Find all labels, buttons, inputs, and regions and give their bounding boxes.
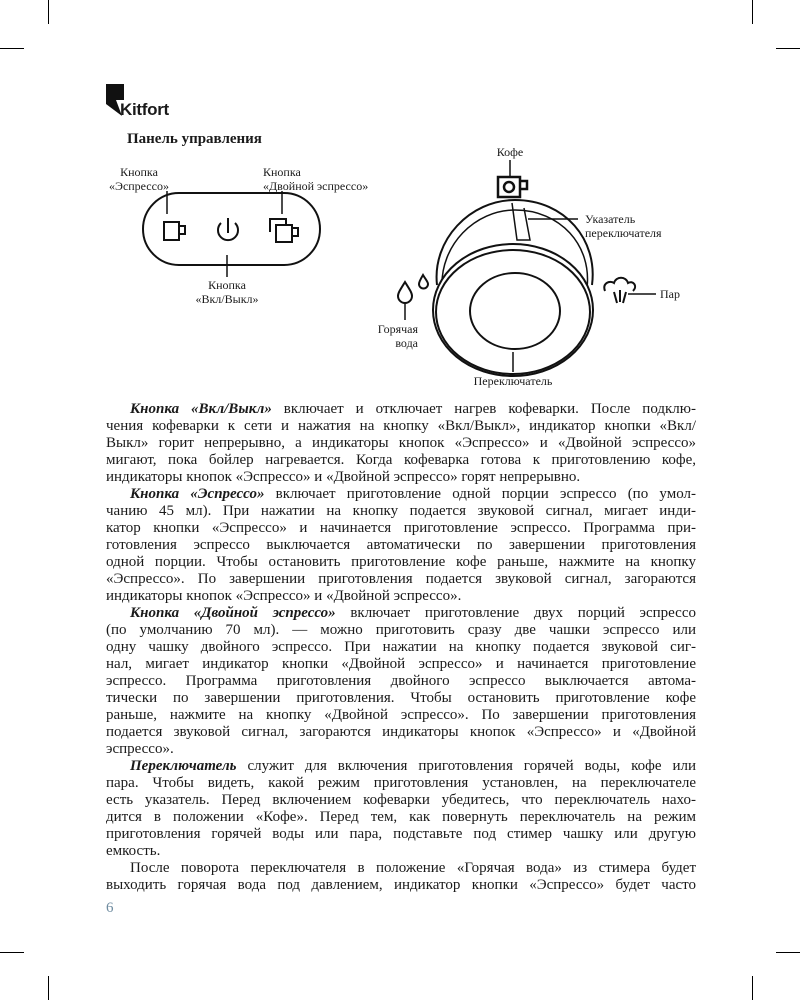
line-text: нал, мигает индикатор кнопки «Двойной эспрессо» и начинается приготовление [106,656,696,672]
switch-dial [433,200,593,376]
text-line [106,520,696,537]
section-title: Панель управления [127,131,262,147]
line-text: есть указатель. Перед включением кофеварки убедитесь, что переключатель нахо- [106,792,696,808]
steam-icon [604,278,635,303]
term-lead: Переключатель [130,758,237,774]
text-line [106,792,696,809]
espresso-cup-icon [164,222,185,240]
text-line [106,826,696,843]
line-text: приготовления горячей воды или пара, подставьте под стимер чашку или другую [106,826,696,842]
text-line [106,435,696,452]
label-line: Кнопка [208,278,246,292]
label-line: Кнопка [263,165,301,179]
term-lead: Кнопка «Эспрессо» [130,486,265,502]
text-line [106,639,696,656]
label-line: «Двойной эспрессо» [263,179,369,193]
power-icon [218,218,238,240]
line-text: мигают, пока бойлер нагревается. Когда кофеварка готова к приготовлению кофе, [106,452,696,468]
text-line [106,775,696,792]
line-text: емкость. [106,843,161,859]
line-text: одной порции. Чтобы остановить приготовление кофе раньше, нажмите на кнопку [106,554,696,570]
text-line [106,418,696,435]
label-pointer [585,212,662,240]
line-text: «Эспрессо». По завершении приготовления подается звуковой сигнал, загораются [106,571,696,587]
double-cup-icon [270,219,298,242]
body-text [106,401,696,894]
line-text: катор кнопки «Эспрессо» и начинается приготовление эспрессо. Программа при- [106,520,696,536]
text-line [106,724,696,741]
line-text: эспрессо. Программа приготовления двойного эспрессо выключается автома- [106,673,696,689]
text-line [106,401,696,418]
label-line: Указатель [585,212,636,226]
text-line [106,554,696,571]
term-lead: Кнопка «Вкл/Выкл» [130,401,272,417]
label-line: Кнопка [120,165,158,179]
text-line [106,707,696,724]
label-line: вода [395,336,418,350]
text-line [106,843,696,860]
label-hot-water [355,322,418,350]
text-line [106,860,696,877]
term-lead: Кнопка «Двойной эспрессо» [130,605,336,621]
brand-logo: Kitfort [120,100,169,119]
line-text: индикаторы кнопок «Эспрессо» и «Двойной эспрессо» горят непрерывно. [106,469,581,485]
line-text: индикаторы кнопок «Эспрессо» и «Двойной эспрессо». [106,588,462,604]
line-text: включает приготовление одной порции эспрессо (по умол- [275,486,696,502]
line-text: (по умолчанию 70 мл). — можно приготовить сразу две чашки эспрессо или [106,622,696,638]
label-line: переключателя [585,226,662,240]
label-switch: Переключатель [473,374,553,388]
text-line [106,758,696,775]
text-line [106,690,696,707]
text-line [106,503,696,520]
label-double-button [263,165,368,193]
text-line [106,673,696,690]
text-line [106,537,696,554]
line-text: готовления эспрессо выключается автоматически по завершении приготовления [106,537,696,553]
label-steam: Пар [660,287,680,301]
line-text: подается звуковой сигнал, загораются индикаторы кнопок «Эспрессо» и «Двойной [106,724,696,740]
label-line: «Эспрессо» [109,179,169,193]
coffee-icon [498,177,527,197]
line-text: Выкл» горит непрерывно, а индикаторы кнопок «Эспрессо» и «Двойной эспрессо» [106,435,696,451]
text-line [106,877,696,894]
label-line: «Вкл/Выкл» [195,292,259,306]
text-line [106,469,696,486]
line-text: дится в положении «Кофе». Перед тем, как повернуть переключатель на режим [106,809,696,825]
label-coffee: Кофе [496,145,524,159]
text-line [106,656,696,673]
line-text: тически по завершении приготовления. Чтобы остановить приготовление кофе [106,690,696,706]
text-line [106,741,696,758]
line-text: раньше, нажмите на кнопку «Двойной эспрессо». По завершении приготовления [106,707,696,723]
text-line [106,452,696,469]
line-text: После поворота переключателя в положение «Горячая вода» из стимера будет [130,860,696,876]
water-drops-icon [398,275,428,303]
text-line [106,605,696,622]
text-line [106,571,696,588]
page-number: 6 [106,900,114,916]
text-line [106,588,696,605]
line-text: чанию 45 мл). При нажатии на кнопку подается звуковой сигнал, мигает инди- [106,503,696,519]
line-text: включает приготовление двух порций эспрессо [350,605,696,621]
line-text: выходить горячая вода под давлением, индикатор кнопки «Эспрессо» будет часто [106,877,696,893]
line-text: пара. Чтобы видеть, какой режим приготовления установлен, на переключателе [106,775,696,791]
line-text: служит для включения приготовления горячей воды, кофе или [247,758,697,774]
line-text: эспрессо». [106,741,174,757]
switch-pointer-icon [512,203,530,240]
label-espresso-button [100,165,178,193]
line-text: одну чашку двойного эспрессо. При нажатии на кнопку подается звуковой сиг- [106,639,696,655]
line-text: включает и отключает нагрев кофеварки. После подклю- [283,401,696,417]
text-line [106,622,696,639]
label-power-button [177,278,277,306]
line-text: чения кофеварки к сети и нажатия на кнопку «Вкл/Выкл», индикатор кнопки «Вкл/ [106,418,696,434]
text-line [106,809,696,826]
text-line [106,486,696,503]
label-line: Горячая [377,322,418,336]
